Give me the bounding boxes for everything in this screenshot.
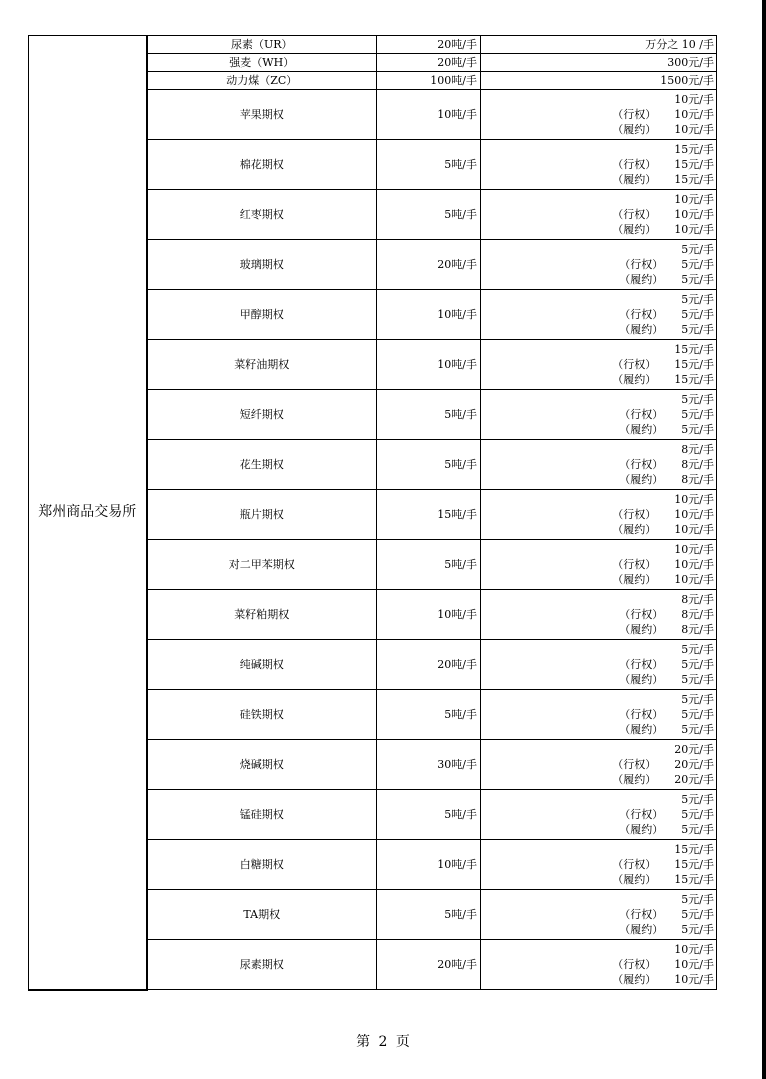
trading-unit: 10吨/手 [377, 840, 481, 890]
product-name: 动力煤（ZC） [147, 72, 377, 90]
fee-value: 10元/手 [674, 93, 714, 106]
fee-line [481, 872, 714, 887]
fee-value: 5元/手 [681, 673, 714, 686]
fee-type-label: （行权） [612, 958, 657, 971]
product-name: 红枣期权 [147, 190, 377, 240]
fee-value: 5元/手 [681, 293, 714, 306]
fee-type-label: （履约） [612, 773, 657, 786]
table-row [29, 36, 717, 54]
fee-value: 8元/手 [681, 593, 714, 606]
fee-line [481, 557, 714, 572]
fee-line [481, 192, 714, 207]
fee-value: 5元/手 [681, 243, 714, 256]
fee-line [481, 842, 714, 857]
fee-line [481, 692, 714, 707]
fee-cell [481, 440, 717, 490]
fee-type-label: （履约） [619, 823, 664, 836]
fee-type-label: （履约） [612, 573, 657, 586]
fee-value: 15元/手 [674, 343, 714, 356]
product-name: 菜籽粕期权 [147, 590, 377, 640]
fee-line [481, 592, 714, 607]
fee-type-label: （行权） [612, 158, 657, 171]
product-name: 强麦（WH） [147, 54, 377, 72]
fee-type-label: （行权） [612, 758, 657, 771]
trading-unit: 5吨/手 [377, 140, 481, 190]
trading-unit: 20吨/手 [377, 640, 481, 690]
fee-line [481, 707, 714, 722]
fee-line [481, 572, 714, 587]
fee-value: 5元/手 [681, 708, 714, 721]
fee-value: 15元/手 [674, 843, 714, 856]
trading-unit: 20吨/手 [377, 36, 481, 54]
fee-value: 10元/手 [674, 123, 714, 136]
fee-type-label: （履约） [619, 723, 664, 736]
fee-type-label: （行权） [619, 658, 664, 671]
fee-value: 5元/手 [681, 658, 714, 671]
trading-unit: 20吨/手 [377, 54, 481, 72]
fee-value: 5元/手 [681, 273, 714, 286]
trading-unit: 10吨/手 [377, 290, 481, 340]
fee-type-label: （行权） [619, 408, 664, 421]
fee-line [481, 172, 714, 187]
fee-cell [481, 340, 717, 390]
fee-value: 10元/手 [674, 208, 714, 221]
fee-cell [481, 290, 717, 340]
fee-type-label: （行权） [619, 708, 664, 721]
fee-value: 5元/手 [681, 423, 714, 436]
trading-unit: 5吨/手 [377, 440, 481, 490]
fee-type-label: （行权） [619, 908, 664, 921]
fee-value: 5元/手 [681, 893, 714, 906]
trading-unit: 100吨/手 [377, 72, 481, 90]
fee-cell [481, 690, 717, 740]
fee-line [481, 742, 714, 757]
fee-line [481, 772, 714, 787]
product-name: 苹果期权 [147, 90, 377, 140]
fee-line [481, 407, 714, 422]
fee-type-label: （行权） [612, 358, 657, 371]
fee-line [481, 757, 714, 772]
product-name: 棉花期权 [147, 140, 377, 190]
fee-line [481, 857, 714, 872]
fee-type-label: （行权） [619, 608, 664, 621]
trading-unit: 30吨/手 [377, 740, 481, 790]
fee-type-label: （行权） [619, 308, 664, 321]
fee-line [481, 457, 714, 472]
fee-line [481, 922, 714, 937]
fee-value: 5元/手 [681, 393, 714, 406]
fee-value: 8元/手 [681, 623, 714, 636]
product-name: 尿素期权 [147, 940, 377, 990]
fee-value: 8元/手 [681, 458, 714, 471]
fee-type-label: （履约） [612, 223, 657, 236]
fee-line [481, 542, 714, 557]
fee-type-label: （履约） [612, 373, 657, 386]
fee-value: 20元/手 [674, 743, 714, 756]
fee-line [481, 957, 714, 972]
fee-line [481, 257, 714, 272]
fee-line [481, 892, 714, 907]
fee-value: 8元/手 [681, 473, 714, 486]
fee-value: 10元/手 [674, 558, 714, 571]
fee-line [481, 722, 714, 737]
trading-unit: 5吨/手 [377, 190, 481, 240]
fee-table [28, 35, 717, 991]
page-right-border [762, 0, 766, 1079]
fee-line [481, 492, 714, 507]
fee-value: 20元/手 [674, 773, 714, 786]
fee-value: 10元/手 [674, 543, 714, 556]
product-name: 菜籽油期权 [147, 340, 377, 390]
fee-value: 万分之 10 /手 [481, 36, 717, 54]
fee-value: 5元/手 [681, 923, 714, 936]
fee-line [481, 107, 714, 122]
fee-cell [481, 490, 717, 540]
fee-line [481, 292, 714, 307]
fee-type-label: （行权） [612, 558, 657, 571]
fee-line [481, 822, 714, 837]
fee-cell [481, 840, 717, 890]
fee-type-label: （履约） [612, 973, 657, 986]
product-name: 对二甲苯期权 [147, 540, 377, 590]
fee-cell [481, 590, 717, 640]
fee-value: 10元/手 [674, 958, 714, 971]
fee-value: 5元/手 [681, 308, 714, 321]
fee-cell [481, 540, 717, 590]
product-name: 短纤期权 [147, 390, 377, 440]
fee-cell [481, 940, 717, 990]
exchange-name: 郑州商品交易所 [29, 36, 147, 990]
fee-line [481, 422, 714, 437]
fee-type-label: （行权） [619, 258, 664, 271]
fee-type-label: （行权） [619, 458, 664, 471]
fee-value: 5元/手 [681, 808, 714, 821]
fee-cell [481, 790, 717, 840]
product-name: 锰硅期权 [147, 790, 377, 840]
fee-line [481, 622, 714, 637]
fee-value: 10元/手 [674, 193, 714, 206]
fee-value: 10元/手 [674, 943, 714, 956]
fee-line [481, 222, 714, 237]
fee-type-label: （行权） [612, 858, 657, 871]
fee-value: 10元/手 [674, 508, 714, 521]
trading-unit: 20吨/手 [377, 940, 481, 990]
fee-value: 15元/手 [674, 143, 714, 156]
fee-line [481, 507, 714, 522]
fee-value: 5元/手 [681, 693, 714, 706]
trading-unit: 5吨/手 [377, 890, 481, 940]
fee-line [481, 142, 714, 157]
fee-line [481, 372, 714, 387]
fee-line [481, 122, 714, 137]
fee-line [481, 357, 714, 372]
fee-type-label: （行权） [612, 508, 657, 521]
fee-value: 5元/手 [681, 823, 714, 836]
trading-unit: 20吨/手 [377, 240, 481, 290]
trading-unit: 5吨/手 [377, 540, 481, 590]
fee-line [481, 207, 714, 222]
fee-cell [481, 240, 717, 290]
fee-line [481, 442, 714, 457]
product-name: 花生期权 [147, 440, 377, 490]
fee-type-label: （履约） [612, 123, 657, 136]
fee-value: 15元/手 [674, 358, 714, 371]
fee-type-label: （履约） [612, 173, 657, 186]
fee-value: 10元/手 [674, 573, 714, 586]
fee-line [481, 342, 714, 357]
fee-value: 10元/手 [674, 493, 714, 506]
fee-line [481, 672, 714, 687]
product-name: 白糖期权 [147, 840, 377, 890]
fee-value: 15元/手 [674, 373, 714, 386]
trading-unit: 5吨/手 [377, 790, 481, 840]
fee-type-label: （履约） [619, 323, 664, 336]
fee-line [481, 157, 714, 172]
fee-value: 5元/手 [681, 723, 714, 736]
fee-cell [481, 890, 717, 940]
fee-line [481, 642, 714, 657]
fee-line [481, 242, 714, 257]
fee-value: 15元/手 [674, 158, 714, 171]
fee-type-label: （行权） [619, 808, 664, 821]
fee-value: 5元/手 [681, 643, 714, 656]
fee-line [481, 92, 714, 107]
fee-type-label: （行权） [612, 108, 657, 121]
product-name: TA期权 [147, 890, 377, 940]
fee-line [481, 792, 714, 807]
fee-type-label: （履约） [619, 473, 664, 486]
trading-unit: 10吨/手 [377, 590, 481, 640]
fee-cell [481, 90, 717, 140]
product-name: 瓶片期权 [147, 490, 377, 540]
trading-unit: 5吨/手 [377, 690, 481, 740]
fee-value: 10元/手 [674, 523, 714, 536]
product-name: 玻璃期权 [147, 240, 377, 290]
fee-type-label: （履约） [619, 623, 664, 636]
product-name: 尿素（UR） [147, 36, 377, 54]
fee-line [481, 657, 714, 672]
fee-value: 5元/手 [681, 323, 714, 336]
product-name: 甲醇期权 [147, 290, 377, 340]
trading-unit: 10吨/手 [377, 90, 481, 140]
page-number: 第 2 页 [356, 1034, 410, 1050]
product-name: 硅铁期权 [147, 690, 377, 740]
fee-line [481, 322, 714, 337]
product-name: 纯碱期权 [147, 640, 377, 690]
fee-value: 15元/手 [674, 873, 714, 886]
fee-cell [481, 740, 717, 790]
fee-line [481, 272, 714, 287]
fee-value: 20元/手 [674, 758, 714, 771]
fee-value: 10元/手 [674, 973, 714, 986]
fee-line [481, 522, 714, 537]
fee-value: 8元/手 [681, 608, 714, 621]
fee-type-label: （履约） [619, 423, 664, 436]
fee-cell [481, 140, 717, 190]
fee-line [481, 907, 714, 922]
fee-line [481, 472, 714, 487]
fee-line [481, 392, 714, 407]
fee-value: 5元/手 [681, 793, 714, 806]
fee-type-label: （履约） [619, 673, 664, 686]
trading-unit: 5吨/手 [377, 390, 481, 440]
fee-value: 5元/手 [681, 258, 714, 271]
fee-type-label: （行权） [612, 208, 657, 221]
fee-value: 1500元/手 [481, 72, 717, 90]
fee-cell [481, 640, 717, 690]
fee-value: 10元/手 [674, 223, 714, 236]
fee-value: 15元/手 [674, 858, 714, 871]
fee-line [481, 807, 714, 822]
fee-cell [481, 190, 717, 240]
trading-unit: 15吨/手 [377, 490, 481, 540]
fee-value: 15元/手 [674, 173, 714, 186]
fee-type-label: （履约） [612, 873, 657, 886]
fee-type-label: （履约） [619, 273, 664, 286]
fee-line [481, 307, 714, 322]
fee-line [481, 942, 714, 957]
fee-type-label: （履约） [619, 923, 664, 936]
fee-line [481, 607, 714, 622]
fee-value: 300元/手 [481, 54, 717, 72]
fee-value: 8元/手 [681, 443, 714, 456]
fee-line [481, 972, 714, 987]
fee-type-label: （履约） [612, 523, 657, 536]
product-name: 烧碱期权 [147, 740, 377, 790]
fee-value: 5元/手 [681, 908, 714, 921]
fee-value: 5元/手 [681, 408, 714, 421]
fee-value: 10元/手 [674, 108, 714, 121]
trading-unit: 10吨/手 [377, 340, 481, 390]
fee-cell [481, 390, 717, 440]
